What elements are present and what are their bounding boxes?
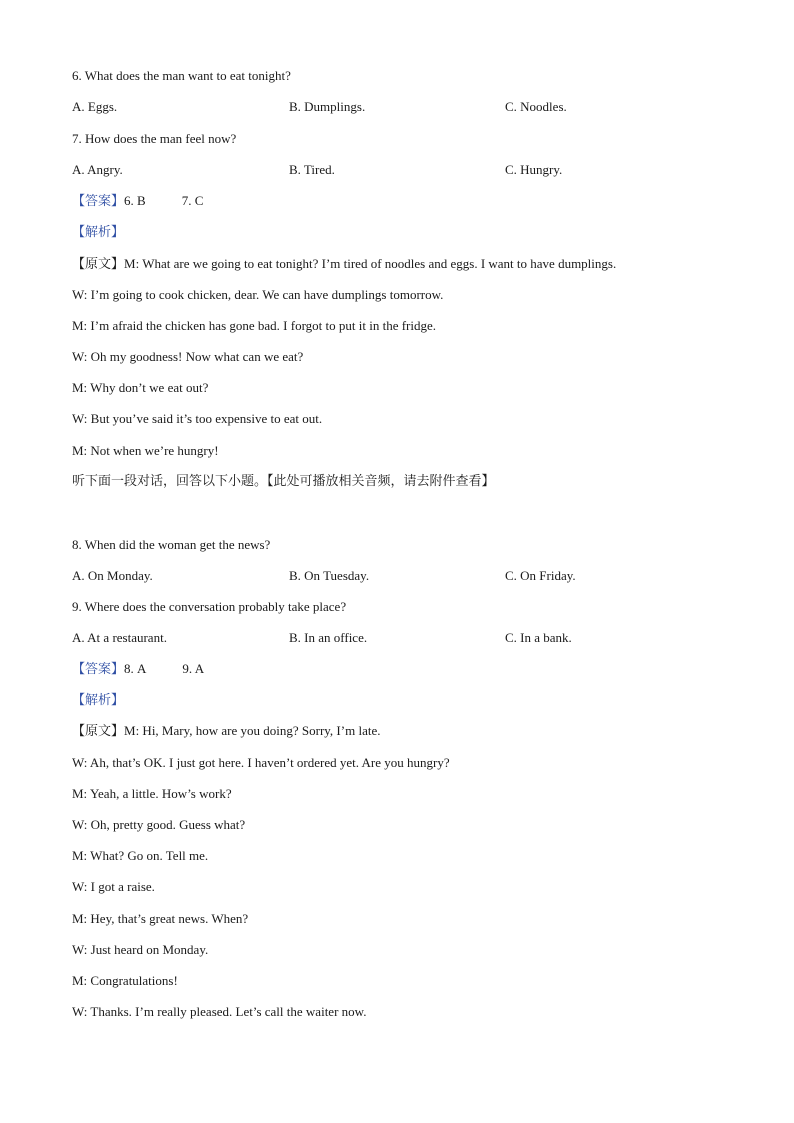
transcript-tag: 【原文】 xyxy=(72,257,125,272)
question-9: 9. Where does the conversation probably take place? xyxy=(72,599,347,614)
analysis-tag: 【解析】 xyxy=(72,693,125,708)
q9-option-a: A. At a restaurant. xyxy=(72,630,167,645)
q9-option-b: B. In an office. xyxy=(289,630,368,645)
transcript-2-line-2: M: Yeah, a little. How’s work? xyxy=(72,786,232,801)
q7-option-c: C. Hungry. xyxy=(505,162,563,177)
question-6: 6. What does the man want to eat tonight? xyxy=(72,68,291,83)
q9-option-c: C. In a bank. xyxy=(505,630,572,645)
transcript-2-line-7: W: Just heard on Monday. xyxy=(72,942,209,957)
q8-option-b: B. On Tuesday. xyxy=(289,568,370,583)
q6-option-c: C. Noodles. xyxy=(505,99,567,114)
transcript-text: M: What are we going to eat tonight? I’m tired of noodles and eggs. I want to have dumplings. xyxy=(124,256,617,271)
analysis-tag: 【解析】 xyxy=(72,225,125,240)
answer-tag: 【答案】 xyxy=(72,662,125,677)
transcript-2-line-0 xyxy=(72,723,380,740)
answer-tag: 【答案】 xyxy=(72,194,125,209)
transcript-2-line-3: W: Oh, pretty good. Guess what? xyxy=(72,817,246,832)
answer-line-1 xyxy=(72,193,203,210)
q6-option-a: A. Eggs. xyxy=(72,99,118,114)
answer-6: 6. B xyxy=(124,193,146,208)
transcript-2-line-8: M: Congratulations! xyxy=(72,973,178,988)
transcript-2-line-5: W: I got a raise. xyxy=(72,879,155,894)
transcript-2-line-1: W: Ah, that’s OK. I just got here. I haven’t ordered yet. Are you hungry? xyxy=(72,755,450,770)
transcript-text: M: Hi, Mary, how are you doing? Sorry, I’m late. xyxy=(124,723,381,738)
transcript-2-line-4: M: What? Go on. Tell me. xyxy=(72,848,209,863)
transcript-1-line-1: W: I’m going to cook chicken, dear. We can have dumplings tomorrow. xyxy=(72,287,444,302)
answer-7: 7. C xyxy=(181,193,204,208)
answer-line-2 xyxy=(72,661,204,678)
transcript-1-line-0 xyxy=(72,256,616,273)
q7-option-a: A. Angry. xyxy=(72,162,123,177)
question-7: 7. How does the man feel now? xyxy=(72,131,237,146)
transcript-tag: 【原文】 xyxy=(72,724,125,739)
q8-option-c: C. On Friday. xyxy=(505,568,576,583)
answer-9: 9. A xyxy=(182,661,205,676)
listening-instruction: 听下面一段对话，回答以下小题。【此处可播放相关音频，请去附件查看】 xyxy=(72,474,495,489)
analysis-line-2 xyxy=(72,692,124,709)
transcript-1-line-3: W: Oh my goodness! Now what can we eat? xyxy=(72,349,304,364)
q8-option-a: A. On Monday. xyxy=(72,568,153,583)
transcript-1-line-6: M: Not when we’re hungry! xyxy=(72,443,219,458)
q7-option-b: B. Tired. xyxy=(289,162,335,177)
transcript-1-line-4: M: Why don’t we eat out? xyxy=(72,380,209,395)
question-8: 8. When did the woman get the news? xyxy=(72,537,271,552)
answer-8: 8. A xyxy=(124,661,147,676)
q6-option-b: B. Dumplings. xyxy=(289,99,366,114)
transcript-2-line-9: W: Thanks. I’m really pleased. Let’s call the waiter now. xyxy=(72,1004,367,1019)
transcript-1-line-5: W: But you’ve said it’s too expensive to eat out. xyxy=(72,411,323,426)
transcript-1-line-2: M: I’m afraid the chicken has gone bad. I forgot to put it in the fridge. xyxy=(72,318,437,333)
analysis-line-1 xyxy=(72,224,124,241)
transcript-2-line-6: M: Hey, that’s great news. When? xyxy=(72,911,249,926)
